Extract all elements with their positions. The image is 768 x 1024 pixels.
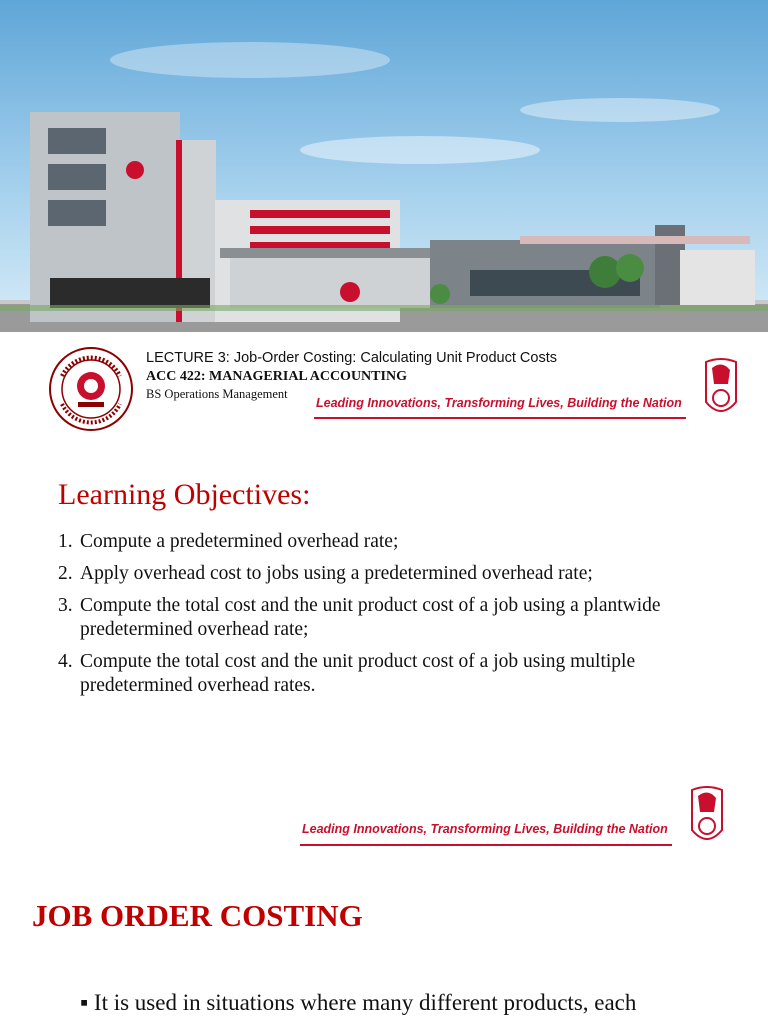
tagline-underline	[314, 417, 686, 419]
list-item	[58, 594, 748, 642]
list-item-text: Apply overhead cost to jobs using a predetermined overhead rate;	[80, 563, 593, 584]
list-item	[58, 562, 748, 586]
list-item-text: Compute the total cost and the unit product cost of a job using multiple predetermined overhead rates.	[80, 651, 636, 696]
bullet-text: ▪ It is used in situations where many different products, each	[80, 990, 637, 1015]
list-item-text: Compute the total cost and the unit product cost of a job using a plantwide predetermined overhead rate;	[80, 595, 661, 640]
lecture-title: LECTURE 3: Job-Order Costing: Calculating Unit Product Costs	[146, 350, 557, 366]
list-item	[58, 650, 748, 698]
objectives-list	[58, 530, 748, 706]
spartan-mascot-icon	[700, 358, 742, 422]
program-name: BS Operations Management	[146, 387, 288, 401]
learning-objectives-title: Learning Objectives:	[58, 478, 311, 511]
slide2-tagline-underline	[300, 844, 672, 846]
lecture-header	[0, 332, 768, 442]
campus-building-image	[0, 0, 768, 332]
slide2-spartan-mascot-icon	[686, 786, 728, 850]
list-item-number: 4.	[58, 651, 73, 672]
tagline: Leading Innovations, Transforming Lives, Building the Nation	[316, 396, 682, 410]
list-item-number: 2.	[58, 563, 73, 584]
list-item	[58, 530, 748, 554]
job-order-costing-title: JOB ORDER COSTING	[32, 898, 363, 933]
list-item-text: Compute a predetermined overhead rate;	[80, 531, 399, 552]
list-item-number: 3.	[58, 595, 73, 616]
list-item-number: 1.	[58, 531, 73, 552]
slide2-tagline: Leading Innovations, Transforming Lives, Building the Nation	[302, 822, 668, 836]
course-code: ACC 422: MANAGERIAL ACCOUNTING	[146, 369, 407, 384]
university-seal-icon	[48, 346, 134, 432]
